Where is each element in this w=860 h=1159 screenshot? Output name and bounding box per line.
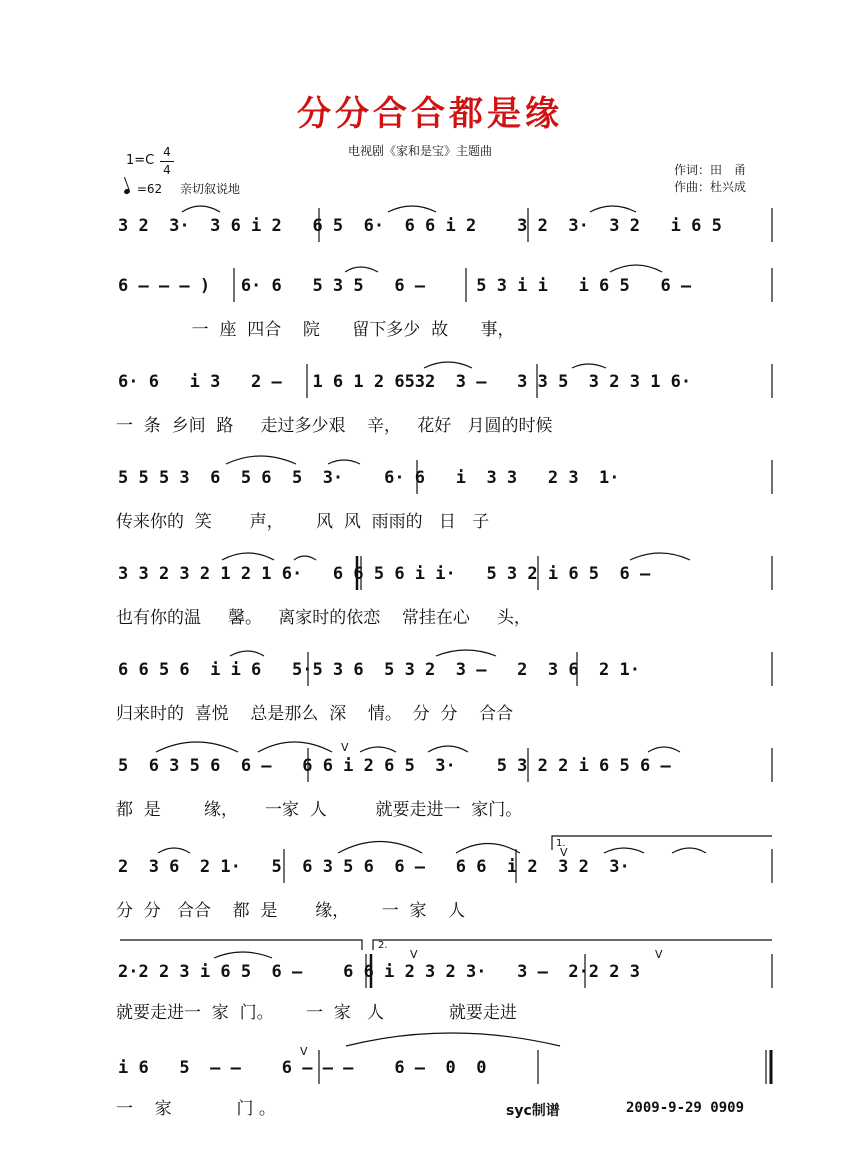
breath-mark-1: V: [341, 741, 349, 754]
lyrics-line-10: 一 家 门 。: [116, 1099, 276, 1119]
lyrics-line-9: 就要走进一 家 门。 一 家 人 就要走进: [116, 1003, 517, 1023]
time-signature-bottom: 4: [160, 161, 174, 179]
lyricist-credit: 作词：田 甬: [674, 163, 747, 177]
volta-bracket-2: [373, 940, 772, 950]
key-signature: 1=C: [126, 153, 155, 168]
slur: [672, 848, 706, 853]
notation-line-7: 5 6 3 5 6 6 – 6 6 i 2 6 5 3· 5 3 2 2 i 6 5 6 –: [118, 756, 671, 776]
volta-second-label: 2.: [378, 940, 388, 951]
volta-first-label: 1.: [556, 838, 566, 849]
slur: [456, 844, 520, 854]
slur: [294, 556, 316, 560]
song-title: 分分合合都是缘: [297, 94, 563, 134]
slur: [630, 553, 690, 560]
lyrics-line-8: 分 分 合合 都 是 缘， 一 家 人: [116, 901, 466, 921]
notation-line-3: 6· 6 i 3 2 – 1 6 1 2 6532 3 – 3 3 5 3 2 3 1 6·: [118, 372, 692, 392]
slur: [388, 206, 436, 212]
slur: [156, 742, 238, 752]
slur: [428, 746, 468, 752]
slur: [360, 747, 396, 752]
slur: [346, 1033, 560, 1046]
slur: [338, 842, 422, 854]
volta-bracket-1-continued: [120, 940, 362, 950]
breath-mark-4: V: [655, 948, 663, 961]
slur: [436, 650, 496, 656]
lyrics-line-5: 也有你的温 馨。 离家时的依恋 常挂在心 头，: [116, 608, 531, 628]
score-date: 2009-9-29 0909: [626, 1100, 745, 1116]
score-maker: syc制谱: [506, 1103, 560, 1119]
slur: [214, 952, 272, 958]
slur: [230, 651, 264, 656]
slur: [604, 848, 644, 853]
notation-line-5: 3 3 2 3 2 1 2 1 6· 6 6 5 6 i i· 5 3 2 i 6 5 6 –: [118, 564, 651, 584]
notation-line-2: 6 – – – ) 6· 6 5 3 5 6 – 5 3 i i i 6 5 6 –: [118, 276, 692, 296]
slur: [610, 265, 662, 272]
slur: [182, 206, 220, 212]
slur: [328, 460, 360, 464]
notation-line-1: 3 2 3· 3 6 i 2 6 5 6· 6 6 i 2 3 2 3· 3 2 i 6 5: [118, 216, 722, 236]
lyrics-line-3: 一 条 乡间 路 走过多少艰 辛， 花好 月圆的时候: [116, 416, 553, 436]
lyrics-line-6: 归来时的 喜悦 总是那么 深 情。 分 分 合合: [116, 704, 514, 724]
slur: [258, 742, 332, 752]
slur: [222, 553, 274, 560]
time-signature-top: 4: [163, 145, 171, 159]
slur: [226, 456, 296, 464]
notation-line-8: 2 3 6 2 1· 5 6 3 5 6 6 – 6 6 i 2 3 2 3·: [118, 857, 630, 877]
lyrics-line-7: 都 是 缘， 一家 人 就要走进一 家门。: [116, 800, 523, 820]
breath-mark-5: V: [300, 1045, 308, 1058]
notation-line-9: 2·2 2 3 i 6 5 6 – 6 6 i 2 3 2 3· 3 – 2·2 2 3: [118, 962, 640, 982]
tempo-value: =62: [136, 182, 163, 196]
lyrics-line-4: 传来你的 笑 声， 风 风 雨雨的 日 子: [116, 512, 490, 532]
notation-line-10: i 6 5 – – 6 – – – 6 – 0 0: [118, 1058, 487, 1078]
slur: [648, 747, 680, 752]
slur: [572, 364, 606, 368]
notation-line-6: 6 6 5 6 i i 6 5·5 3 6 5 3 2 3 – 2 3 6 2 1·: [118, 660, 640, 680]
breath-mark-2: V: [560, 846, 568, 859]
volta-bracket-1: [552, 836, 772, 850]
tempo-expression: 亲切叙说地: [179, 182, 240, 196]
breath-mark-3: V: [410, 948, 418, 961]
slur: [158, 848, 190, 853]
song-subtitle: 电视剧《家和是宝》主题曲: [347, 144, 492, 158]
slur: [345, 267, 378, 272]
composer-credit: 作曲：杜兴成: [674, 180, 747, 194]
lyrics-line-2: 一 座 四合 院 留下多少 故 事，: [116, 320, 515, 340]
slur: [590, 206, 636, 212]
notation-line-4: 5 5 5 3 6 5 6 5 3· 6· 6 i 3 3 2 3 1·: [118, 468, 620, 488]
slur: [424, 362, 472, 368]
